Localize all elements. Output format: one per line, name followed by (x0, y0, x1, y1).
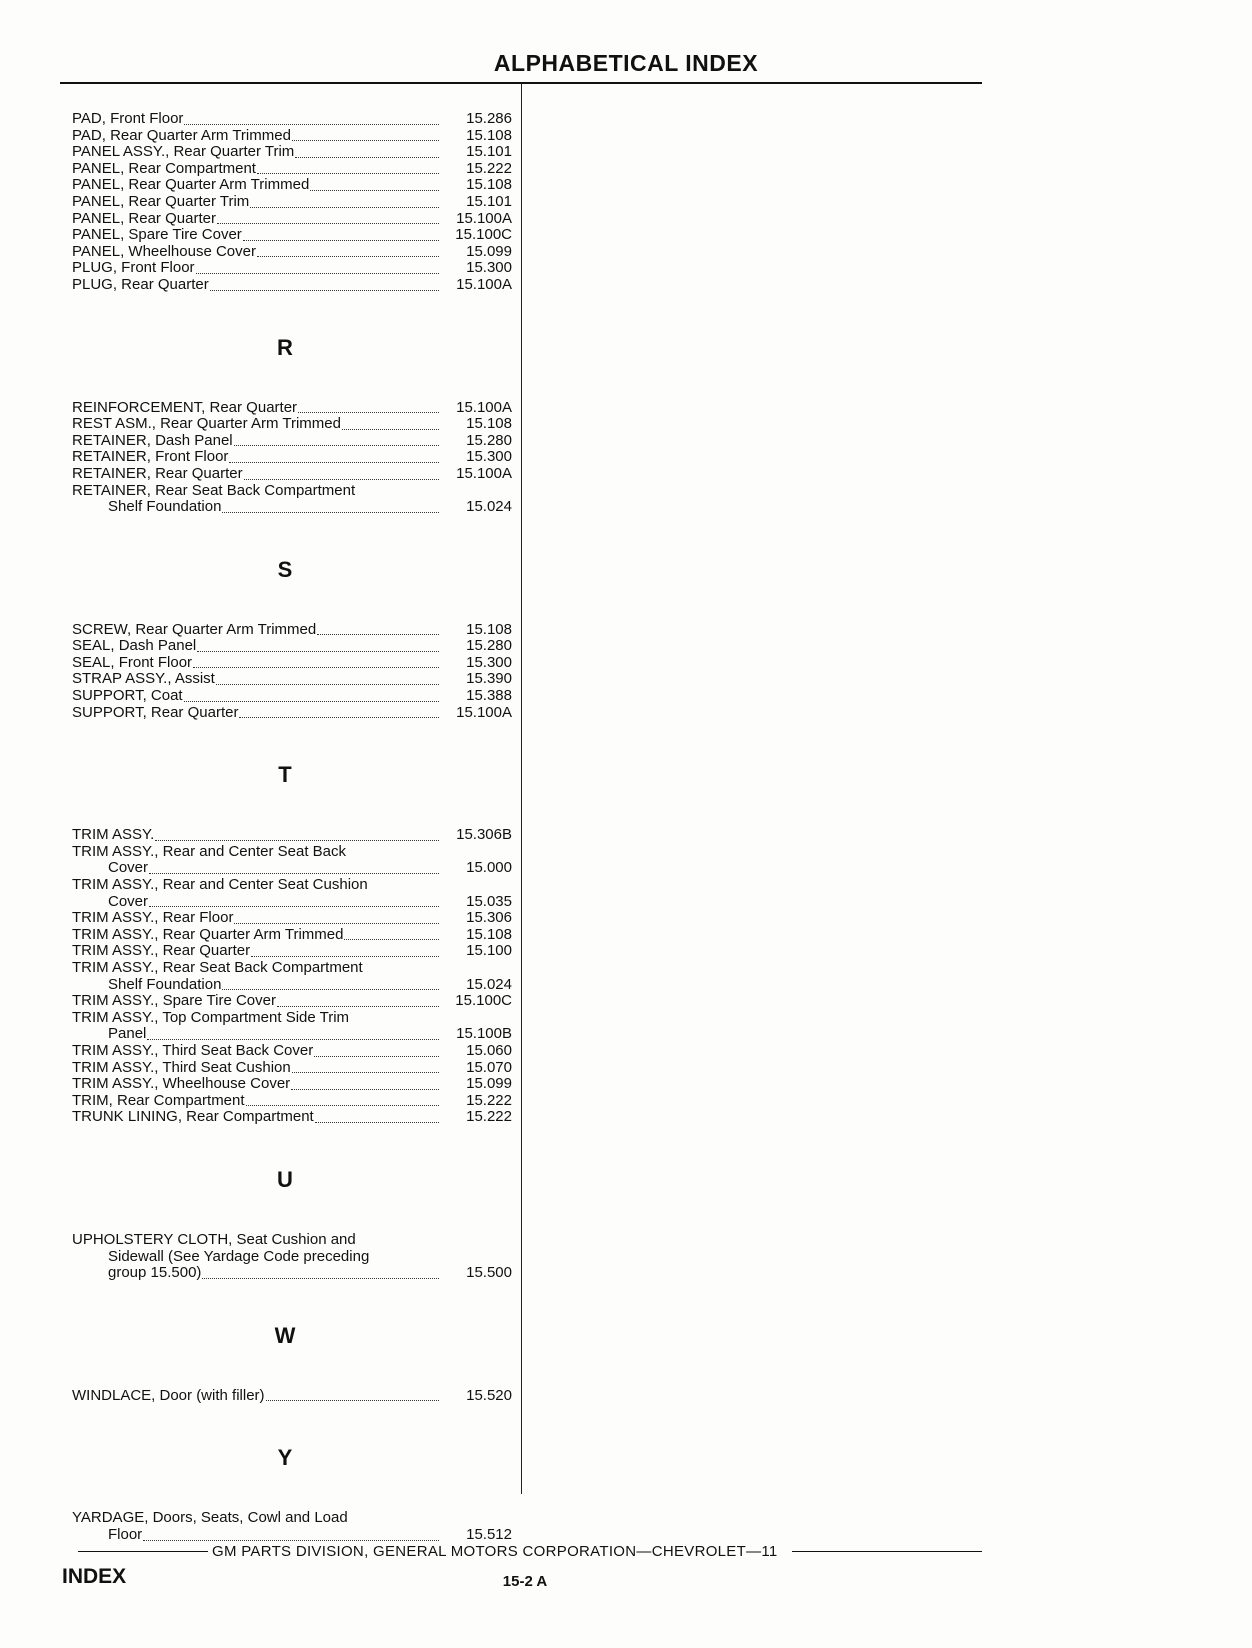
index-entry (72, 433, 512, 450)
entry-page-number: 15.000 (466, 859, 512, 877)
index-entry (72, 993, 512, 1010)
entry-line (72, 844, 512, 861)
leader-dots (251, 956, 439, 957)
section-letter-heading: U (277, 1166, 293, 1192)
entry-line (72, 877, 512, 894)
index-entry (72, 400, 512, 417)
entry-line (72, 260, 512, 277)
section-letter-heading: W (274, 1322, 296, 1348)
entry-page-number: 15.300 (466, 259, 512, 277)
entry-line (72, 993, 512, 1010)
entry-text: Shelf Foundation (108, 498, 222, 516)
leader-dots (243, 240, 439, 241)
entry-text: RETAINER, Rear Seat Back Compartment (72, 481, 356, 499)
entry-line (72, 705, 512, 722)
entry-page-number: 15.060 (466, 1041, 512, 1059)
entry-text: PAD, Front Floor (72, 110, 184, 127)
index-section (72, 1320, 512, 1405)
entry-page-number: 15.108 (466, 176, 512, 194)
leader-dots (193, 667, 439, 668)
entry-text: TRIM ASSY., Top Compartment Side Trim (72, 1008, 350, 1026)
index-entry (72, 655, 512, 672)
entry-line (72, 449, 512, 466)
entry-line (72, 466, 512, 483)
entry-page-number: 15.100A (456, 398, 512, 416)
entry-text: TRIM ASSY., Third Seat Back Cover (72, 1041, 314, 1059)
entry-text: PANEL, Rear Quarter Arm Trimmed (72, 176, 310, 194)
entry-text: SCREW, Rear Quarter Arm Trimmed (72, 620, 317, 638)
entry-page-number: 15.108 (466, 126, 512, 144)
footer-rule-left (78, 1551, 208, 1552)
entry-page-number: 15.512 (466, 1525, 512, 1543)
entry-line (72, 277, 512, 294)
leader-dots (202, 1278, 439, 1279)
entry-page-number: 15.222 (466, 1108, 512, 1126)
index-section (72, 1164, 512, 1282)
entry-page-number: 15.108 (466, 620, 512, 638)
entry-page-number: 15.306B (456, 826, 512, 844)
entry-text: Floor (108, 1525, 143, 1543)
index-entry (72, 244, 512, 261)
entry-text: PANEL, Spare Tire Cover (72, 226, 242, 244)
entry-line (72, 827, 512, 844)
index-section (72, 111, 512, 294)
entry-line (72, 144, 512, 161)
entry-page-number: 15.300 (466, 653, 512, 671)
entry-line (72, 622, 512, 639)
entry-line (72, 910, 512, 927)
column-divider (521, 84, 522, 1494)
entry-page-number: 15.100C (455, 992, 512, 1010)
entry-text: Sidewall (See Yardage Code preceding (108, 1247, 370, 1265)
entry-page-number: 15.306 (466, 909, 512, 927)
entry-page-number: 15.100A (456, 209, 512, 227)
entry-text: TRIM ASSY., Third Seat Cushion (72, 1058, 291, 1076)
entry-page-number: 15.099 (466, 1075, 512, 1093)
entry-page-number: 15.100A (456, 275, 512, 293)
entry-page-number: 15.070 (466, 1058, 512, 1076)
entry-text: Panel (108, 1025, 147, 1043)
entry-text: PANEL, Rear Quarter Trim (72, 192, 250, 210)
entry-line (72, 1026, 512, 1043)
entry-line (72, 1265, 512, 1282)
entry-text: RETAINER, Rear Quarter (72, 464, 243, 482)
entry-text: PANEL, Rear Compartment (72, 159, 256, 177)
leader-dots (222, 512, 439, 513)
index-entry (72, 622, 512, 639)
entry-page-number: 15.390 (466, 670, 512, 688)
index-entry (72, 449, 512, 466)
leader-dots (234, 445, 439, 446)
index-entry (72, 111, 512, 128)
entry-text: UPHOLSTERY CLOTH, Seat Cushion and (72, 1230, 356, 1248)
leader-dots (342, 429, 439, 430)
entry-line (72, 960, 512, 977)
entry-line (72, 1060, 512, 1077)
index-entry (72, 1510, 512, 1543)
entry-line (72, 894, 512, 911)
entry-line (72, 1043, 512, 1060)
entry-page-number: 15.101 (466, 192, 512, 210)
index-section (72, 759, 512, 1126)
leader-dots (277, 1006, 439, 1007)
leader-dots (234, 923, 439, 924)
entry-text: TRIM ASSY., Rear Quarter Arm Trimmed (72, 925, 344, 943)
index-entry (72, 194, 512, 211)
index-entry (72, 1076, 512, 1093)
entry-text: REST ASM., Rear Quarter Arm Trimmed (72, 415, 341, 433)
leader-dots (197, 651, 439, 652)
entry-text: PANEL, Wheelhouse Cover (72, 242, 256, 260)
leader-dots (257, 173, 439, 174)
entry-line (72, 977, 512, 994)
leader-dots (298, 412, 439, 413)
entry-page-number: 15.520 (466, 1386, 512, 1404)
leader-dots (216, 684, 439, 685)
entry-text: TRIM ASSY., Rear Quarter (72, 942, 251, 960)
entry-page-number: 15.108 (466, 415, 512, 433)
entry-page-number: 15.100B (456, 1025, 512, 1043)
entry-text: PANEL, Rear Quarter (72, 209, 216, 227)
entry-page-number: 15.100C (455, 226, 512, 244)
entry-text: SUPPORT, Coat (72, 687, 183, 705)
index-section (72, 332, 512, 516)
index-entry (72, 128, 512, 145)
leader-dots (250, 207, 439, 208)
entry-text: SEAL, Front Floor (72, 653, 193, 671)
index-entry (72, 927, 512, 944)
entry-page-number: 15.500 (466, 1264, 512, 1282)
leader-dots (217, 223, 439, 224)
footer-section-label: INDEX (62, 1565, 127, 1588)
entry-page-number: 15.024 (466, 498, 512, 516)
entry-text: SEAL, Dash Panel (72, 637, 197, 655)
index-entry (72, 260, 512, 277)
entry-text: PANEL ASSY., Rear Quarter Trim (72, 143, 295, 161)
entry-line (72, 1093, 512, 1110)
index-entry (72, 227, 512, 244)
leader-dots (257, 256, 439, 257)
entry-page-number: 15.286 (466, 110, 512, 127)
index-entry (72, 877, 512, 910)
leader-dots (184, 124, 439, 125)
entry-page-number: 15.100A (456, 464, 512, 482)
entry-text: PAD, Rear Quarter Arm Trimmed (72, 126, 291, 144)
entry-line (72, 483, 512, 500)
leader-dots (317, 634, 439, 635)
index-entry (72, 1093, 512, 1110)
entry-page-number: 15.035 (466, 892, 512, 910)
entry-text: RETAINER, Front Floor (72, 448, 229, 466)
entry-page-number: 15.099 (466, 242, 512, 260)
entry-text: PLUG, Front Floor (72, 259, 195, 277)
entry-line (72, 1527, 512, 1544)
entry-page-number: 15.280 (466, 431, 512, 449)
entry-text: TRIM ASSY., Rear Seat Back Compartment (72, 959, 363, 976)
index-entry (72, 144, 512, 161)
entry-line (72, 244, 512, 261)
entry-text: TRUNK LINING, Rear Compartment (72, 1108, 314, 1126)
leader-dots (229, 462, 439, 463)
leader-dots (310, 190, 439, 191)
entry-page-number: 15.222 (466, 159, 512, 177)
entry-page-number: 15.388 (466, 687, 512, 705)
section-letter-heading: R (277, 334, 293, 360)
index-entry (72, 1010, 512, 1043)
leader-dots (244, 479, 439, 480)
index-entry (72, 1388, 512, 1405)
entry-line (72, 1232, 512, 1249)
entry-line (72, 433, 512, 450)
leader-dots (196, 273, 439, 274)
entry-text: TRIM ASSY., Rear Floor (72, 909, 234, 927)
entry-page-number: 15.300 (466, 448, 512, 466)
index-entry (72, 910, 512, 927)
index-section (72, 1442, 512, 1543)
leader-dots (291, 1089, 439, 1090)
entry-text: Shelf Foundation (108, 975, 222, 993)
entry-line (72, 943, 512, 960)
entry-line (72, 400, 512, 417)
leader-dots (292, 140, 439, 141)
page-title: ALPHABETICAL INDEX (493, 50, 759, 76)
entry-text: STRAP ASSY., Assist (72, 670, 215, 688)
leader-dots (292, 1072, 439, 1073)
index-entry (72, 688, 512, 705)
index-entry (72, 466, 512, 483)
leader-dots (239, 717, 439, 718)
entry-line (72, 655, 512, 672)
leader-dots (246, 1105, 439, 1106)
entry-page-number: 15.100 (466, 942, 512, 960)
index-entry (72, 416, 512, 433)
leader-dots (314, 1056, 439, 1057)
entry-text: TRIM, Rear Compartment (72, 1091, 245, 1109)
entry-line (72, 499, 512, 516)
entry-line (72, 194, 512, 211)
entry-page-number: 15.024 (466, 975, 512, 993)
entry-text: Cover (108, 859, 149, 877)
index-entry (72, 844, 512, 877)
footer-page-number: 15-2 A (502, 1573, 548, 1590)
section-letter-heading: Y (277, 1445, 293, 1471)
entry-text: PLUG, Rear Quarter (72, 275, 209, 293)
entry-line (72, 416, 512, 433)
section-letter-heading: T (278, 762, 292, 788)
entry-text: TRIM ASSY., Wheelhouse Cover (72, 1075, 291, 1093)
index-entry (72, 943, 512, 960)
entry-line (72, 671, 512, 688)
footer-publisher-line (78, 1543, 982, 1560)
leader-dots (143, 1540, 439, 1541)
entry-line (72, 111, 512, 128)
entry-text: TRIM ASSY., Rear and Center Seat Back (72, 842, 347, 860)
leader-dots (149, 906, 439, 907)
index-entry (72, 1043, 512, 1060)
index-entry (72, 483, 512, 516)
index-entry (72, 177, 512, 194)
entry-text: group 15.500) (108, 1264, 202, 1282)
index-entry (72, 671, 512, 688)
entry-page-number: 15.101 (466, 143, 512, 161)
leader-dots (344, 939, 439, 940)
leader-dots (147, 1039, 439, 1040)
index-entry (72, 1109, 512, 1126)
index-entry (72, 960, 512, 993)
entry-line (72, 688, 512, 705)
entry-page-number: 15.100A (456, 703, 512, 721)
entry-line (72, 1076, 512, 1093)
leader-dots (210, 290, 439, 291)
footer-rule-right (792, 1551, 982, 1552)
entry-line (72, 227, 512, 244)
leader-dots (155, 840, 439, 841)
entry-line (72, 1010, 512, 1027)
leader-dots (184, 701, 439, 702)
entry-text: TRIM ASSY., Rear and Center Seat Cushion (72, 876, 368, 894)
index-entry (72, 827, 512, 844)
entry-page-number: 15.280 (466, 637, 512, 655)
entry-page-number: 15.108 (466, 925, 512, 943)
entry-line (72, 177, 512, 194)
entry-line (72, 128, 512, 145)
entry-line (72, 1388, 512, 1405)
index-entry (72, 161, 512, 178)
entry-line (72, 211, 512, 228)
index-entry (72, 211, 512, 228)
index-entry (72, 638, 512, 655)
index-section (72, 554, 512, 722)
entry-text: Cover (108, 892, 149, 910)
index-entry (72, 1232, 512, 1282)
entry-line (72, 161, 512, 178)
footer-publisher-text: GM PARTS DIVISION, GENERAL MOTORS CORPORATION—CHEVROLET—11 (212, 1543, 778, 1560)
entry-text: YARDAGE, Doors, Seats, Cowl and Load (72, 1509, 348, 1527)
entry-text: REINFORCEMENT, Rear Quarter (72, 398, 298, 416)
index-entry (72, 277, 512, 294)
entry-line (72, 1510, 512, 1527)
entry-line (72, 1249, 512, 1266)
entry-text: TRIM ASSY. (72, 826, 155, 844)
section-letter-heading: S (277, 556, 293, 582)
index-column (72, 111, 512, 1544)
entry-text: WINDLACE, Door (with filler) (72, 1386, 265, 1404)
index-entry (72, 1060, 512, 1077)
entry-page-number: 15.222 (466, 1091, 512, 1109)
index-entry (72, 705, 512, 722)
entry-text: TRIM ASSY., Spare Tire Cover (72, 992, 276, 1010)
leader-dots (149, 873, 439, 874)
entry-text: RETAINER, Dash Panel (72, 431, 233, 449)
entry-line (72, 638, 512, 655)
leader-dots (222, 989, 439, 990)
leader-dots (315, 1122, 439, 1123)
leader-dots (295, 157, 439, 158)
entry-line (72, 860, 512, 877)
entry-line (72, 1109, 512, 1126)
entry-line (72, 927, 512, 944)
leader-dots (266, 1400, 439, 1401)
entry-text: SUPPORT, Rear Quarter (72, 703, 239, 721)
